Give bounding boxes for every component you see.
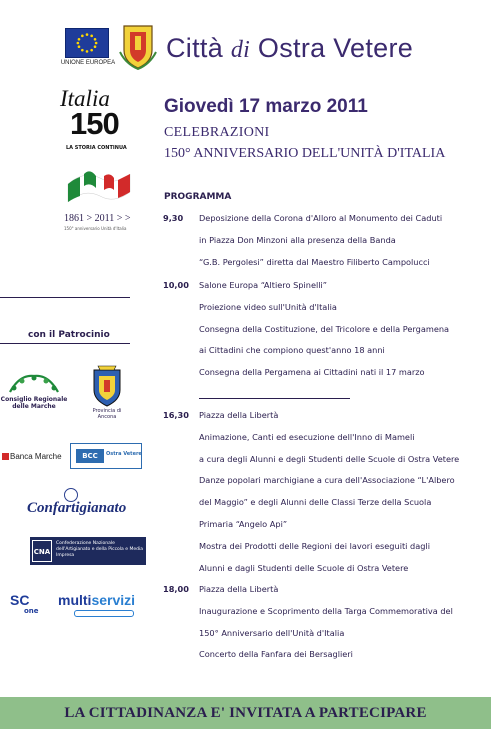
program-line: Mostra dei Prodotti delle Regioni dei lavori eseguiti dagli xyxy=(199,540,431,551)
event-title: 150° ANNIVERSARIO DELL'UNITÀ D'ITALIA xyxy=(164,146,446,161)
event-date: Giovedì 17 marzo 2011 xyxy=(164,96,368,117)
program-line: Salone Europa “Altiero Spinelli” xyxy=(199,280,328,290)
tricolore-flag-icon xyxy=(64,164,134,212)
consiglio-regionale-label: Consiglio Regionale delle Marche xyxy=(0,396,68,410)
bcc-name: Ostra Vetere xyxy=(106,451,142,457)
program-line: ai Cittadini che compiono quest'anno 18 anni xyxy=(199,345,385,356)
years-label: 1861 > 2011 > > xyxy=(64,213,131,224)
program-line: Consegna della Pergamena ai Cittadini nati il 17 marzo xyxy=(199,367,425,378)
cna-description: Confederazione Nazionale dell'Artigianato e della Piccola e Media Impresa xyxy=(56,541,143,558)
divider xyxy=(0,297,130,298)
program-line: a cura degli Alunni e degli Studenti delle Scuole di Ostra Vetere xyxy=(199,453,460,464)
program-line: Primaria “Angelo Api” xyxy=(199,519,288,529)
program-line: Concerto della Fanfara dei Bersaglieri xyxy=(199,649,353,660)
multiservizi-bar xyxy=(74,610,134,617)
provincia-ancona-label: Provincia di Ancona xyxy=(92,408,122,420)
program-line: Alunni e dagli Studenti delle Scuole di Ostra Vetere xyxy=(199,562,409,573)
program-line: Deposizione della Corona d'Alloro al Monumento dei Caduti xyxy=(199,213,443,223)
program-line: Piazza della Libertà xyxy=(199,584,279,594)
program-time: 16,30 xyxy=(163,410,189,420)
italia150-logo-number: 150 xyxy=(70,106,119,141)
confartigianato-logo: Confartigianato xyxy=(27,500,127,516)
cna-badge: CNA xyxy=(32,540,52,562)
program-line: 150° Anniversario dell'Unità d'Italia xyxy=(199,627,345,638)
sc-one-label: one xyxy=(24,607,39,615)
eu-flag-logo xyxy=(65,28,109,58)
banca-marche-logo: Banca Marche xyxy=(10,452,62,461)
program-line: Inaugurazione e Scoprimento della Targa Commemorativa del xyxy=(199,605,453,616)
italia150-logo-subtitle: LA STORIA CONTINUA xyxy=(66,145,127,151)
program-line: Proiezione video sull'Unità d'Italia xyxy=(199,301,337,312)
separator-line xyxy=(199,398,350,399)
program-heading: PROGRAMMA xyxy=(164,192,232,202)
multiservizi-logo: multiservizi xyxy=(58,592,136,608)
divider xyxy=(0,343,130,344)
city-crest-icon xyxy=(118,22,158,70)
footer-text: LA CITTADINANZA E' INVITATA A PARTECIPARE xyxy=(64,705,427,721)
program-line: del Maggio” e degli Alunni delle Classi Terze della Scuola xyxy=(199,497,432,508)
eu-label: UNIONE EUROPEA xyxy=(60,60,116,66)
program-time: 18,00 xyxy=(163,584,189,594)
program-line: Piazza della Libertà xyxy=(199,410,279,420)
program-line: Animazione, Canti ed esecuzione dell'Inno di Mameli xyxy=(199,431,415,442)
city-title: Città di Ostra Vetere xyxy=(166,33,414,63)
event-subtitle: CELEBRAZIONI xyxy=(164,125,270,140)
program-time: 9,30 xyxy=(163,213,184,223)
program-line: Consegna della Costituzione, del Tricolore e della Pergamena xyxy=(199,323,450,334)
program-time: 10,00 xyxy=(163,280,189,290)
bcc-badge: BCC xyxy=(76,449,104,463)
years-sublabel: 150° anniversario Unità d'Italia xyxy=(64,226,127,231)
sc-one-logo: SC xyxy=(10,592,30,608)
patrocinio-label: con il Patrocinio xyxy=(28,330,110,340)
program-line: “G.B. Pergolesi” diretta dal Maestro Filiberto Campolucci xyxy=(199,256,430,267)
program-line: Danze popolari marchigiane a cura dell'Associazione “L'Albero xyxy=(199,475,455,486)
italia150-logo-word: Italia xyxy=(60,86,110,111)
banca-marche-logo-mark xyxy=(2,453,9,460)
program-line: in Piazza Don Minzoni alla presenza della Banda xyxy=(199,234,396,245)
